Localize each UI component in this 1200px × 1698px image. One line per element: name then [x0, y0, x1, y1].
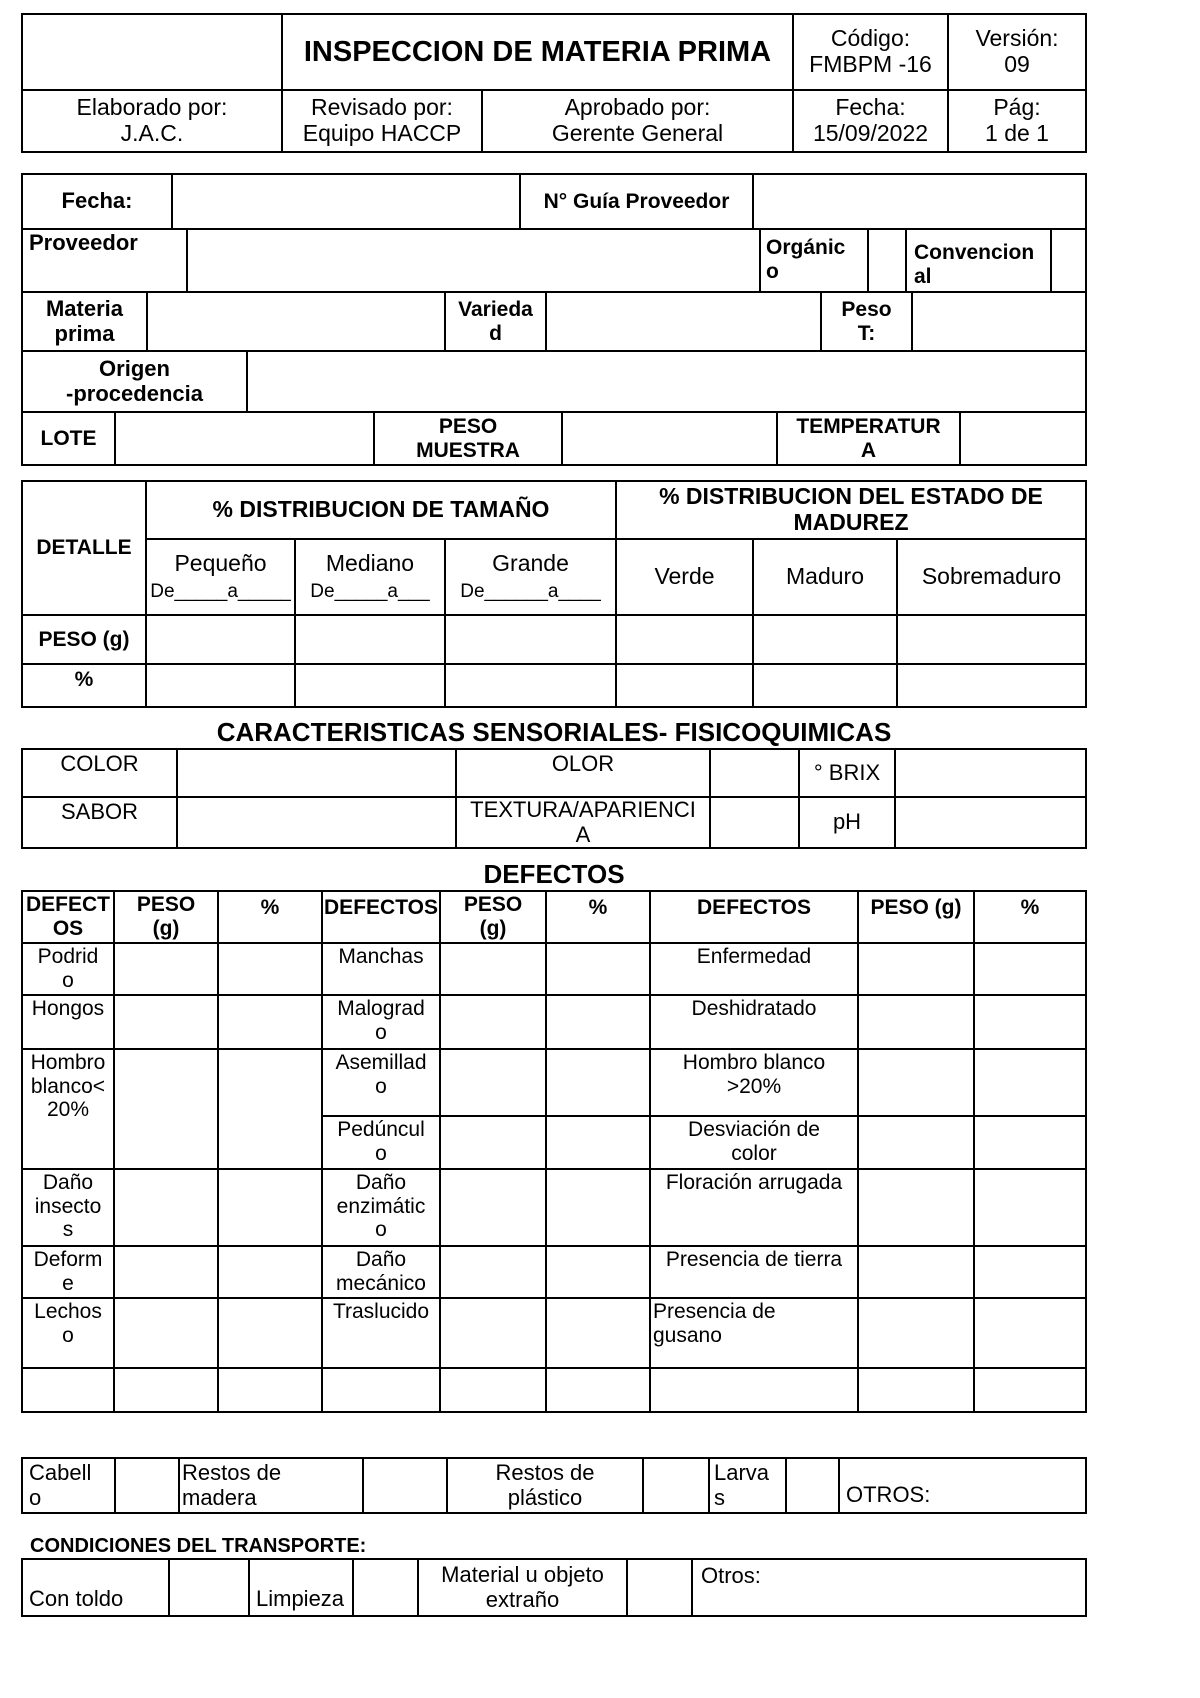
peso-lechoso-input[interactable]: [113, 1297, 219, 1369]
defectos-header-1: DEFECT OS: [21, 890, 115, 944]
peso-desviacion-input[interactable]: [857, 1115, 975, 1170]
sabor-input[interactable]: [176, 796, 457, 849]
peso-header-2: PESO (g): [439, 890, 547, 944]
document-title-text: INSPECCION DE MATERIA PRIMA: [303, 35, 772, 68]
defecto-malogrado: Malograd o: [321, 994, 441, 1050]
peso-t-label: Peso T:: [820, 291, 913, 352]
defecto-dano-mecanico: Daño mecánico: [321, 1245, 441, 1299]
fecha-label: Fecha:: [21, 173, 173, 230]
guia-proveedor-label: N° Guía Proveedor: [519, 173, 754, 230]
variedad-input[interactable]: [545, 291, 822, 352]
defecto-podrido: Podrid o: [21, 942, 115, 996]
larvas-label: Larva s: [708, 1457, 787, 1514]
pct-podrido-input[interactable]: [217, 942, 323, 996]
fecha-header-cell: [792, 89, 949, 153]
aprobado-cell: [481, 89, 794, 153]
detalle-header: DETALLE: [21, 480, 147, 616]
lote-label: LOTE: [21, 411, 116, 466]
pct-row-label: %: [21, 663, 147, 708]
pct-verde-input[interactable]: [615, 663, 754, 708]
peso-muestra-input[interactable]: [561, 411, 778, 466]
sabor-label: SABOR: [21, 796, 178, 849]
pct-mediano-input[interactable]: [294, 663, 446, 708]
origen-input[interactable]: [246, 350, 1087, 413]
codigo-label: Código:: [830, 25, 911, 52]
peso-header-1: PESO (g): [113, 890, 219, 944]
peso-floracion-input[interactable]: [857, 1168, 975, 1247]
logo-cell: [21, 13, 283, 91]
con-toldo-input[interactable]: [168, 1558, 250, 1617]
pct-deforme-input[interactable]: [217, 1245, 323, 1299]
elaborado-label: Elaborado por:: [76, 94, 228, 121]
peso-deforme-input[interactable]: [113, 1245, 219, 1299]
defecto-dano-insectos: Daño insecto s: [21, 1168, 115, 1247]
color-input[interactable]: [176, 748, 457, 798]
peso-gusano-input[interactable]: [857, 1297, 975, 1369]
mediano-range: De_____a___: [310, 581, 430, 602]
pct-sobremaduro-input[interactable]: [896, 663, 1087, 708]
textura-input[interactable]: [709, 796, 800, 849]
pct-enzimatico-input[interactable]: [545, 1168, 651, 1247]
otros-transporte-label[interactable]: Otros:: [691, 1558, 1087, 1617]
materia-prima-input[interactable]: [146, 291, 446, 352]
madurez-header: % DISTRIBUCION DEL ESTADO DE MADUREZ: [615, 480, 1087, 540]
defecto-lechoso: Lechos o: [21, 1297, 115, 1369]
pct-lechoso-input[interactable]: [217, 1297, 323, 1369]
maduro-header: Maduro: [752, 538, 898, 616]
peso-blank-1-input[interactable]: [113, 1367, 219, 1413]
peso-row-label: PESO (g): [21, 614, 147, 665]
pequeno-label: Pequeño: [174, 550, 267, 577]
pct-tierra-input[interactable]: [973, 1245, 1087, 1299]
peso-maduro-input[interactable]: [752, 614, 898, 665]
defecto-manchas: Manchas: [321, 942, 441, 996]
elaborado-value: J.A.C.: [120, 120, 184, 146]
pct-header-1: %: [217, 890, 323, 944]
peso-pequeno-input[interactable]: [145, 614, 296, 665]
cabello-label: Cabell o: [21, 1457, 116, 1514]
elaborado-cell: [21, 89, 283, 153]
pct-malogrado-input[interactable]: [545, 994, 651, 1050]
revisado-value: Equipo HACCP: [302, 120, 462, 146]
peso-deshidratado-input[interactable]: [857, 994, 975, 1050]
peso-hongos-input[interactable]: [113, 994, 219, 1050]
version-cell: [947, 13, 1087, 91]
pct-blank-3-input[interactable]: [973, 1367, 1087, 1413]
peso-blank-3-input[interactable]: [857, 1367, 975, 1413]
peso-podrido-input[interactable]: [113, 942, 219, 996]
peso-traslucido-input[interactable]: [439, 1297, 547, 1369]
aprobado-label: Aprobado por:: [564, 94, 711, 121]
pct-hombro-mayor-input[interactable]: [973, 1048, 1087, 1117]
peso-asemillado-input[interactable]: [439, 1048, 547, 1117]
convencional-checkbox[interactable]: [1050, 228, 1087, 293]
temperatura-input[interactable]: [959, 411, 1087, 466]
olor-input[interactable]: [709, 748, 800, 798]
material-extrano-input[interactable]: [626, 1558, 693, 1617]
peso-muestra-label: PESO MUESTRA: [373, 411, 563, 466]
peso-blank-2-input[interactable]: [439, 1367, 547, 1413]
guia-proveedor-input[interactable]: [752, 173, 1087, 230]
materia-prima-label: Materia prima: [21, 291, 148, 352]
defecto-hombro-blanco-menor: Hombro blanco˂ 20%: [21, 1048, 115, 1170]
defecto-dano-enzimatico: Daño enzimátic o: [321, 1168, 441, 1247]
fecha-header-value: 15/09/2022: [812, 120, 929, 146]
codigo-cell: [792, 13, 949, 91]
mediano-header: [294, 538, 446, 616]
madera-label: Restos de madera: [178, 1457, 364, 1514]
pct-floracion-input[interactable]: [973, 1168, 1087, 1247]
pct-blank-2-input[interactable]: [545, 1367, 651, 1413]
plastico-label: Restos de plástico: [446, 1457, 644, 1514]
defecto-deshidratado: Deshidratado: [649, 994, 859, 1050]
version-value: 09: [1004, 51, 1030, 77]
defecto-hongos: Hongos: [21, 994, 115, 1050]
peso-hombro-menor-input[interactable]: [113, 1048, 219, 1170]
convencional-label: Convencion al: [905, 228, 1052, 293]
brix-label: ° BRIX: [798, 748, 896, 798]
variedad-label: Varieda d: [444, 291, 547, 352]
grande-range: De______a____: [460, 581, 601, 602]
peso-manchas-input[interactable]: [439, 942, 547, 996]
defecto-hombro-blanco-mayor: Hombro blanco ˃20%: [649, 1048, 859, 1117]
peso-header-3: PESO (g): [857, 890, 975, 944]
otros-extranos-label[interactable]: OTROS:: [838, 1457, 1087, 1514]
material-extrano-label: Material u objeto extraño: [417, 1558, 628, 1617]
color-label: COLOR: [21, 748, 178, 798]
pct-maduro-input[interactable]: [752, 663, 898, 708]
defectos-header-2: DEFECTOS: [321, 890, 441, 944]
pct-pequeno-input[interactable]: [145, 663, 296, 708]
peso-insectos-input[interactable]: [113, 1168, 219, 1247]
pct-header-2: %: [545, 890, 651, 944]
pct-enfermedad-input[interactable]: [973, 942, 1087, 996]
verde-header: Verde: [615, 538, 754, 616]
defecto-blank-3[interactable]: [649, 1367, 859, 1413]
document-title: [281, 13, 794, 91]
version-label: Versión:: [975, 25, 1059, 52]
con-toldo-label: Con toldo: [21, 1558, 170, 1617]
pct-blank-1-input[interactable]: [217, 1367, 323, 1413]
organico-label: Orgánic o: [759, 228, 869, 293]
pct-hongos-input[interactable]: [217, 994, 323, 1050]
pct-gusano-input[interactable]: [973, 1297, 1087, 1369]
revisado-cell: [281, 89, 483, 153]
defecto-enfermedad: Enfermedad: [649, 942, 859, 996]
peso-malogrado-input[interactable]: [439, 994, 547, 1050]
textura-label: TEXTURA/APARIENCI A: [455, 796, 711, 849]
peso-mediano-input[interactable]: [294, 614, 446, 665]
defecto-pedunculo: Pedúncul o: [321, 1115, 441, 1170]
defectos-header-3: DEFECTOS: [649, 890, 859, 944]
tamano-header: % DISTRIBUCION DE TAMAÑO: [145, 480, 617, 540]
pag-label: Pág:: [993, 94, 1041, 121]
peso-mecanico-input[interactable]: [439, 1245, 547, 1299]
pequeno-header: [145, 538, 296, 616]
cabello-input[interactable]: [114, 1457, 180, 1514]
brix-input[interactable]: [894, 748, 1087, 798]
defecto-deforme: Deform e: [21, 1245, 115, 1299]
peso-sobremaduro-input[interactable]: [896, 614, 1087, 665]
sensorial-title: CARACTERISTICAS SENSORIALES- FISICOQUIMICAS: [216, 717, 892, 748]
pct-insectos-input[interactable]: [217, 1168, 323, 1247]
larvas-input[interactable]: [785, 1457, 840, 1514]
temperatura-label: TEMPERATUR A: [776, 411, 961, 466]
pct-traslucido-input[interactable]: [545, 1297, 651, 1369]
olor-label: OLOR: [455, 748, 711, 798]
ph-input[interactable]: [894, 796, 1087, 849]
defecto-floracion-arrugada: Floración arrugada: [649, 1168, 859, 1247]
pct-header-3: %: [973, 890, 1087, 944]
pct-asemillado-input[interactable]: [545, 1048, 651, 1117]
defecto-presencia-gusano: Presencia de gusano: [649, 1297, 859, 1369]
fecha-header-label: Fecha:: [835, 94, 906, 121]
plastico-input[interactable]: [642, 1457, 710, 1514]
peso-t-input[interactable]: [911, 291, 1087, 352]
defecto-blank-1[interactable]: [21, 1367, 115, 1413]
pct-desviacion-input[interactable]: [973, 1115, 1087, 1170]
peso-hombro-mayor-input[interactable]: [857, 1048, 975, 1117]
mediano-label: Mediano: [325, 550, 415, 577]
pct-grande-input[interactable]: [444, 663, 617, 708]
pct-deshidratado-input[interactable]: [973, 994, 1087, 1050]
defecto-asemillado: Asemillad o: [321, 1048, 441, 1117]
defecto-blank-2[interactable]: [321, 1367, 441, 1413]
pct-mecanico-input[interactable]: [545, 1245, 651, 1299]
grande-header: [444, 538, 617, 616]
origen-label: Origen -procedencia: [21, 350, 248, 413]
defecto-desviacion-color: Desviación de color: [649, 1115, 859, 1170]
revisado-label: Revisado por:: [311, 94, 453, 121]
limpieza-label: Limpieza: [248, 1558, 354, 1617]
proveedor-label: Proveedor: [21, 228, 188, 293]
defecto-presencia-tierra: Presencia de tierra: [649, 1245, 859, 1299]
peso-enfermedad-input[interactable]: [857, 942, 975, 996]
peso-enzimatico-input[interactable]: [439, 1168, 547, 1247]
limpieza-input[interactable]: [352, 1558, 419, 1617]
aprobado-value: Gerente General: [551, 120, 724, 146]
lote-input[interactable]: [114, 411, 375, 466]
pct-manchas-input[interactable]: [545, 942, 651, 996]
pct-pedunculo-input[interactable]: [545, 1115, 651, 1170]
pag-cell: [947, 89, 1087, 153]
fecha-input[interactable]: [171, 173, 521, 230]
sobremaduro-header: Sobremaduro: [896, 538, 1087, 616]
peso-grande-input[interactable]: [444, 614, 617, 665]
grande-label: Grande: [492, 550, 569, 577]
proveedor-input[interactable]: [186, 228, 761, 293]
pag-value: 1 de 1: [985, 120, 1049, 146]
pct-hombro-menor-input[interactable]: [217, 1048, 323, 1170]
peso-pedunculo-input[interactable]: [439, 1115, 547, 1170]
defecto-traslucido: Traslucido: [321, 1297, 441, 1369]
peso-verde-input[interactable]: [615, 614, 754, 665]
madera-input[interactable]: [362, 1457, 448, 1514]
peso-tierra-input[interactable]: [857, 1245, 975, 1299]
codigo-value: FMBPM -16: [809, 51, 932, 77]
organico-checkbox[interactable]: [867, 228, 907, 293]
defectos-title: DEFECTOS: [483, 859, 625, 890]
transporte-title: CONDICIONES DEL TRANSPORTE:: [30, 1534, 367, 1557]
ph-label: pH: [798, 796, 896, 849]
pequeno-range: De_____a_____: [150, 581, 291, 602]
